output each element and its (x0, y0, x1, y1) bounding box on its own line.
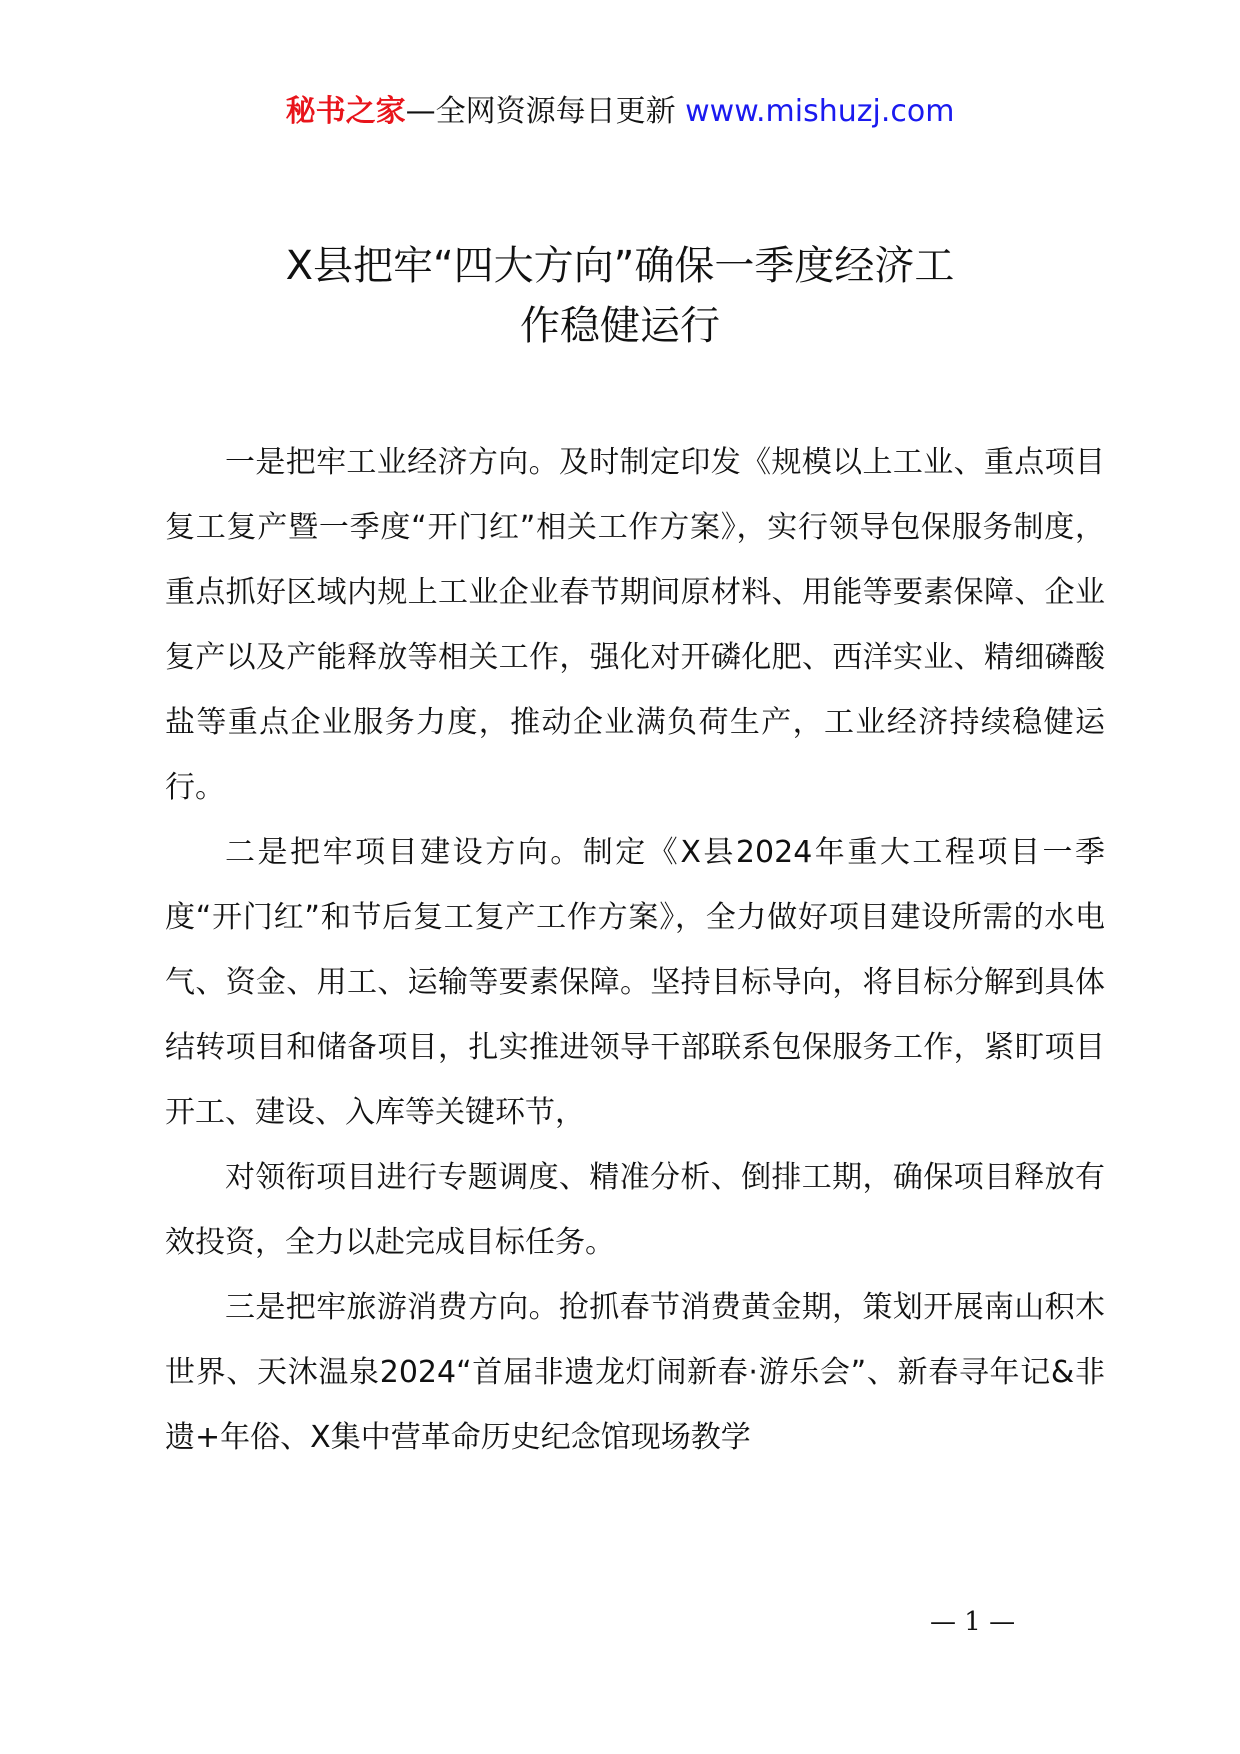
paragraph-tourism-consumption: 三是把牢旅游消费方向。抢抓春节消费黄金期，策划开展南山积木世界、天沐温泉2024“首届非遗龙灯闹新春·游乐会”、新春寻年记&非遗+年俗、X集中营革命历史纪念馆现场教学 (165, 1290, 1105, 1455)
site-header (0, 92, 1240, 132)
title-line-2: 作稳健运行 (520, 303, 720, 349)
page-number: — 1 — (930, 1607, 1016, 1637)
document-title (140, 236, 1100, 356)
site-url-link[interactable]: www.mishuzj.com (685, 94, 955, 129)
brand-name: 秘书之家 (285, 94, 406, 129)
paragraph-lead-projects: 对领衔项目进行专题调度、精准分析、倒排工期，确保项目释放有效投资，全力以赴完成目标任务。 (165, 1160, 1105, 1260)
title-line-1: X县把牢“四大方向”确保一季度经济工 (285, 243, 955, 289)
header-tagline: —全网资源每日更新 (405, 94, 686, 129)
paragraph-industrial-economy: 一是把牢工业经济方向。及时制定印发《规模以上工业、重点项目复工复产暨一季度“开门红”相关工作方案》，实行领导包保服务制度，重点抓好区域内规上工业企业春节期间原材料、用能等要素保障、企业复产以及产能释放等相关工作，强化对开磷化肥、西洋实业、精细磷酸盐等重点企业服务力度，推动企业满负荷生产，工业经济持续稳健运行。 (165, 445, 1105, 805)
paragraph-project-construction: 二是把牢项目建设方向。制定《X县2024年重大工程项目一季度“开门红”和节后复工复产工作方案》，全力做好项目建设所需的水电气、资金、用工、运输等要素保障。坚持目标导向，将目标分解到具体结转项目和储备项目，扎实推进领导干部联系包保服务工作，紧盯项目开工、建设、入库等关键环节， (165, 835, 1105, 1130)
document-body (165, 430, 1105, 1470)
